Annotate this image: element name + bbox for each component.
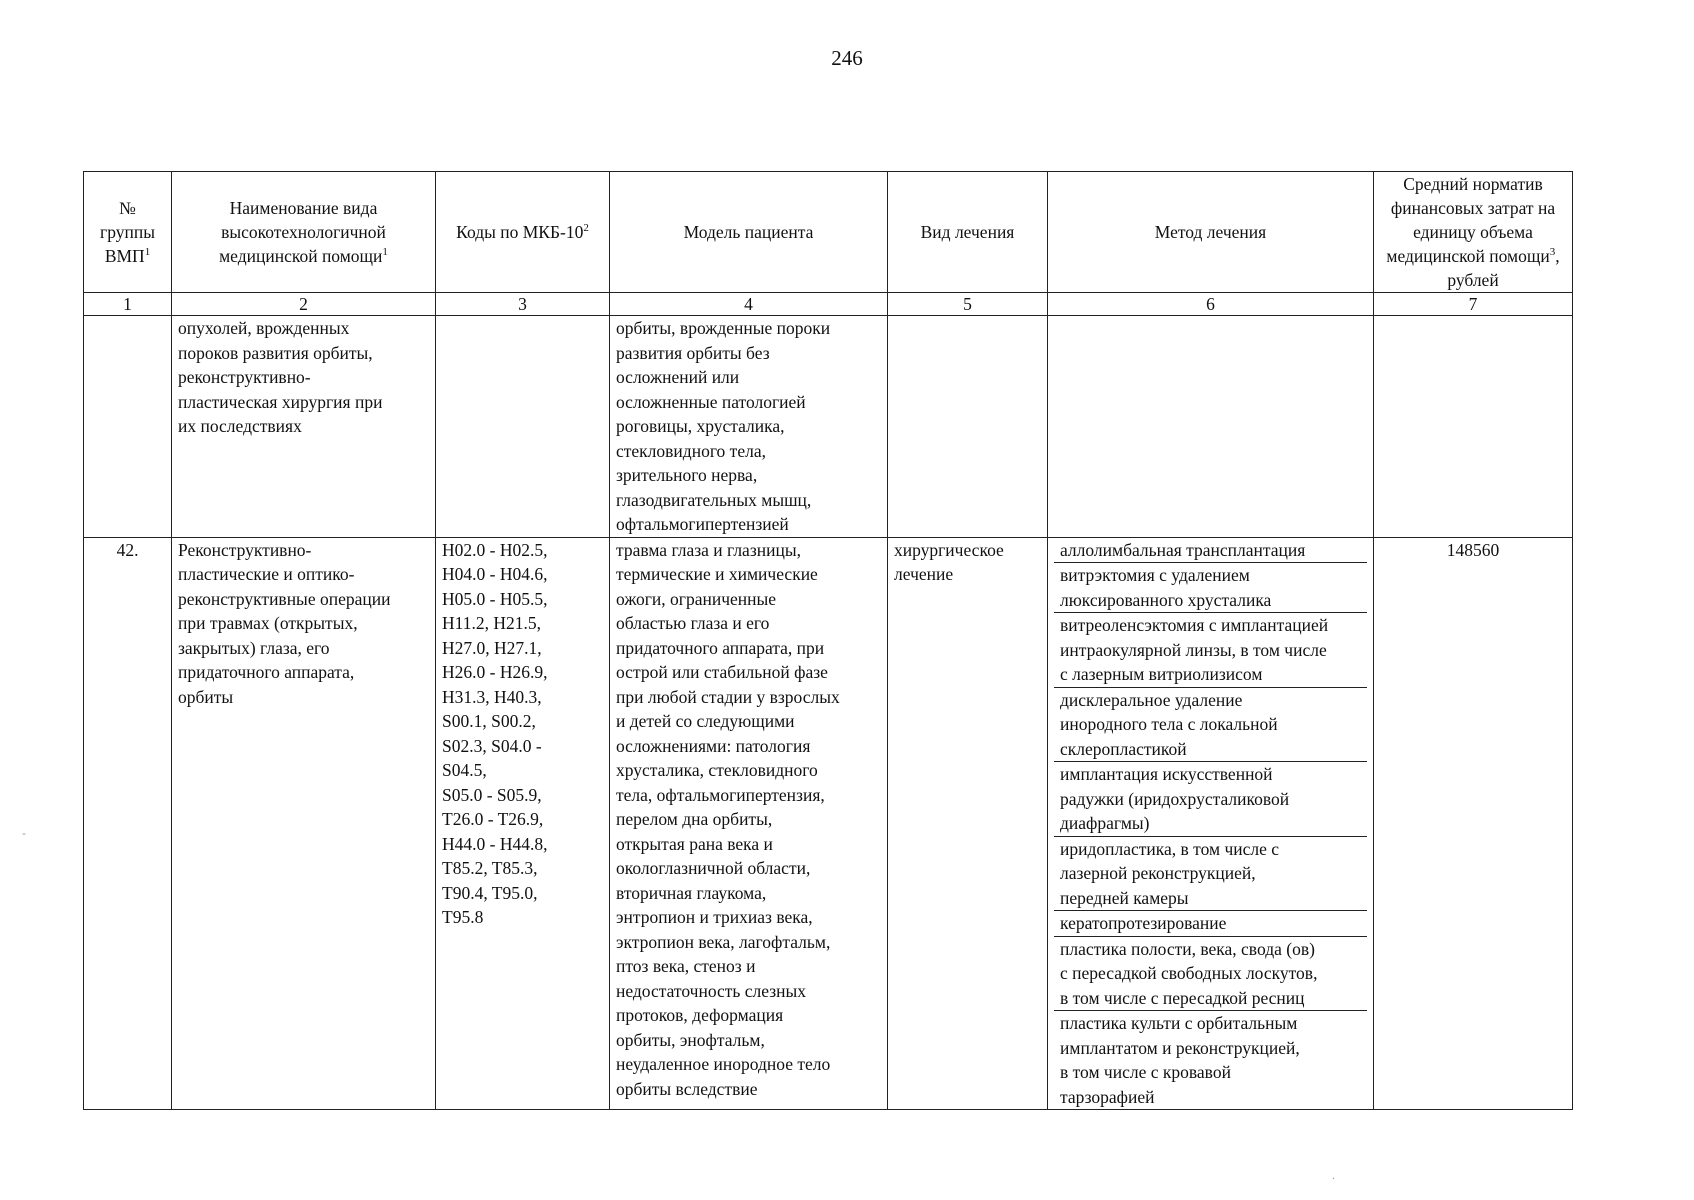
- icd-codes-cell: H02.0 - H02.5, H04.0 - H04.6, H05.0 - H05.5, H11.2, H21.5, H27.0, H27.1, H26.0 - H26.9, H31.3, H40.3, S00.1, S00.2, S02.3, S04.0 - S04.5, S05.0 - S05.9, T26.0 - T26.9, H44.0 - H44.8, T85.2, T85.3, T90.4, T95.0, T95.8: [436, 537, 610, 1110]
- header-vmp-name: Наименование вида высокотехнологичной медицинской помощи$^1$: [172, 172, 436, 293]
- method-item: кератопротезирование: [1054, 911, 1367, 937]
- column-number: 6: [1048, 293, 1374, 316]
- column-number: 2: [172, 293, 436, 316]
- group-number-cell: [84, 316, 172, 538]
- header-patient-model: Модель пациента: [610, 172, 888, 293]
- header-group-number: № группы ВМП$^1$: [84, 172, 172, 293]
- method-item: имплантация искусственной радужки (иридохрусталиковой диафрагмы): [1054, 762, 1367, 837]
- patient-model-cell: травма глаза и глазницы, термические и химические ожоги, ограниченные областью глаза и его придаточного аппарата, при острой или стабильной фазе при любой стадии у взрослых и детей со следующими осложнениями: патология хрусталика, стекловидного тела, офтальмогипертензия, перелом дна орбиты, открытая рана века и окологлазничной области, вторичная глаукома, энтропион и трихиаз века, эктропион века, лагофтальм, птоз века, стеноз и недостаточность слезных протоков, деформация орбиты, энофтальм, неудаленное инородное тело орбиты вследствие: [610, 537, 888, 1110]
- method-item: аллолимбальная трансплантация: [1054, 538, 1367, 564]
- header-row: [84, 172, 1573, 293]
- column-number: 5: [888, 293, 1048, 316]
- method-item: иридопластика, в том числе с лазерной реконструкцией, передней камеры: [1054, 837, 1367, 912]
- page-number: 246: [831, 46, 863, 70]
- scan-speck: -: [22, 826, 26, 840]
- method-item: пластика культи с орбитальным имплантатом и реконструкцией, в том числе с кровавой тарзорафией: [1060, 1013, 1300, 1107]
- icd-codes-cell: [436, 316, 610, 538]
- scan-speck: .: [1332, 1168, 1335, 1182]
- treatment-type-cell: хирургическое лечение: [888, 537, 1048, 1110]
- header-treatment-method: Метод лечения: [1048, 172, 1374, 293]
- vmp-table: [83, 171, 1573, 1110]
- treatment-method-cell: [1048, 537, 1374, 1110]
- vmp-name-cell: опухолей, врожденных пороков развития орбиты, реконструктивно- пластическая хирургия при их последствиях: [172, 316, 436, 538]
- method-item: витреоленсэктомия с имплантацией интраокулярной линзы, в том числе с лазерным витриолизисом: [1054, 613, 1367, 688]
- column-number: 7: [1374, 293, 1573, 316]
- row-42: [84, 537, 1573, 1110]
- cost-cell: [1374, 316, 1573, 538]
- header-icd-codes: Коды по МКБ-$10^2$: [436, 172, 610, 293]
- group-number-cell: 42.: [84, 537, 172, 1110]
- column-number: 4: [610, 293, 888, 316]
- header-treatment-type: Вид лечения: [888, 172, 1048, 293]
- method-item: пластика полости, века, свода (ов) с пересадкой свободных лоскутов, в том числе с пересадкой ресниц: [1054, 937, 1367, 1012]
- treatment-type-cell: [888, 316, 1048, 538]
- cost-cell: 148560: [1374, 537, 1573, 1110]
- column-number-row: [84, 293, 1573, 316]
- patient-model-cell: орбиты, врожденные пороки развития орбиты без осложнений или осложненные патологией роговицы, хрусталика, стекловидного тела, зрительного нерва, глазодвигательных мышц, офтальмогипертензией: [610, 316, 888, 538]
- header-cost-standard: Средний норматив финансовых затрат на единицу объема медицинской помощи$^3$, рублей: [1374, 172, 1573, 293]
- method-item: дисклеральное удаление инородного тела с локальной склеропластикой: [1054, 688, 1367, 763]
- column-number: 1: [84, 293, 172, 316]
- continuation-row: [84, 316, 1573, 538]
- method-item: витрэктомия с удалением люксированного хрусталика: [1054, 563, 1367, 613]
- vmp-name-cell: Реконструктивно- пластические и оптико- реконструктивные операции при травмах (открытых, закрытых) глаза, его придаточного аппарата, орбиты: [172, 537, 436, 1110]
- column-number: 3: [436, 293, 610, 316]
- treatment-method-cell: [1048, 316, 1374, 538]
